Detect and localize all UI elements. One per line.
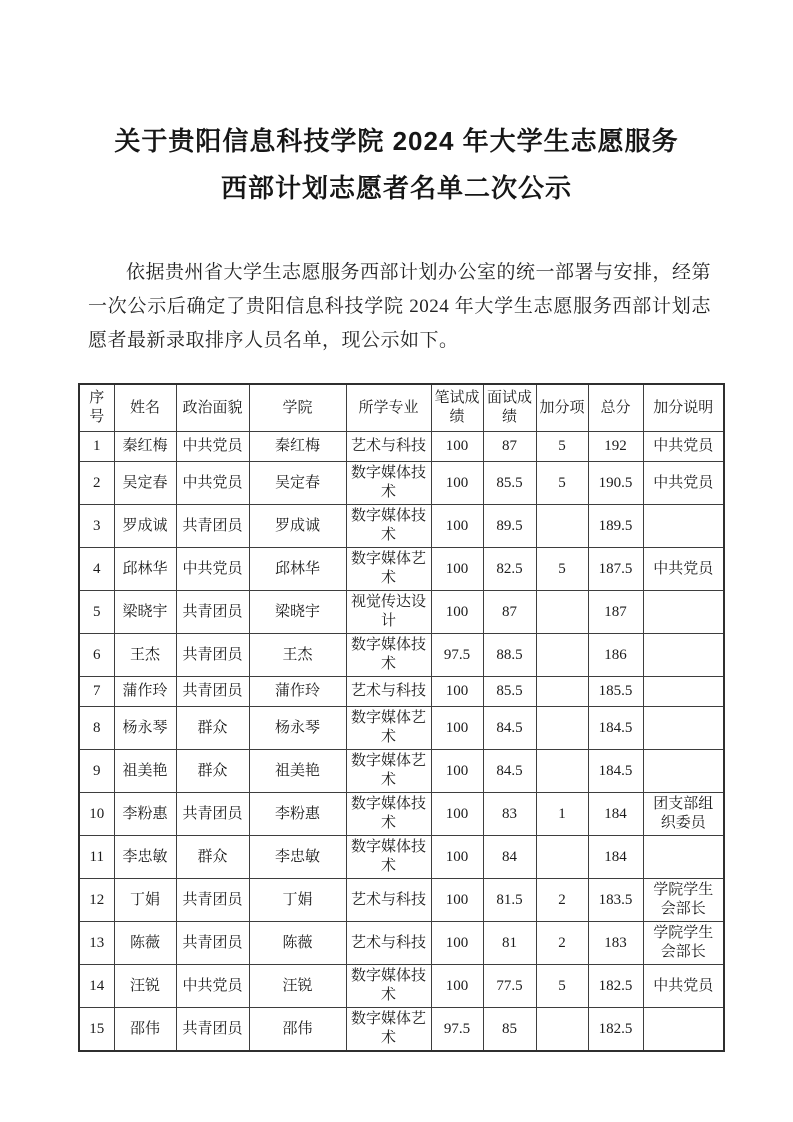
- cell-bonus-points: 5: [536, 965, 588, 1008]
- cell-political-status: 共青团员: [176, 634, 249, 677]
- cell-name: 丁娟: [114, 879, 176, 922]
- cell-index: 2: [79, 462, 114, 505]
- cell-total-score: 190.5: [588, 462, 643, 505]
- cell-bonus-note: 中共党员: [643, 548, 724, 591]
- cell-total-score: 187.5: [588, 548, 643, 591]
- cell-interview-score: 83: [483, 793, 536, 836]
- cell-total-score: 187: [588, 591, 643, 634]
- cell-total-score: 186: [588, 634, 643, 677]
- cell-interview-score: 88.5: [483, 634, 536, 677]
- cell-written-score: 100: [431, 677, 483, 707]
- cell-written-score: 100: [431, 879, 483, 922]
- cell-index: 4: [79, 548, 114, 591]
- cell-written-score: 100: [431, 591, 483, 634]
- cell-name: 王杰: [114, 634, 176, 677]
- cell-college: 陈薇: [249, 922, 346, 965]
- col-header-college: 学院: [249, 384, 346, 432]
- col-header-name: 姓名: [114, 384, 176, 432]
- cell-major: 艺术与科技: [346, 922, 431, 965]
- cell-political-status: 中共党员: [176, 462, 249, 505]
- cell-bonus-points: 5: [536, 548, 588, 591]
- title-line-1: 关于贵阳信息科技学院 2024 年大学生志愿服务: [114, 126, 679, 156]
- cell-bonus-note: [643, 1008, 724, 1052]
- cell-bonus-points: [536, 591, 588, 634]
- cell-written-score: 100: [431, 432, 483, 462]
- cell-college: 梁晓宇: [249, 591, 346, 634]
- cell-bonus-points: 2: [536, 879, 588, 922]
- cell-total-score: 184: [588, 836, 643, 879]
- table-row: [79, 793, 724, 836]
- cell-index: 6: [79, 634, 114, 677]
- cell-total-score: 185.5: [588, 677, 643, 707]
- cell-bonus-points: [536, 1008, 588, 1052]
- cell-major: 艺术与科技: [346, 879, 431, 922]
- cell-bonus-points: [536, 677, 588, 707]
- table-row: [79, 677, 724, 707]
- cell-index: 15: [79, 1008, 114, 1052]
- cell-interview-score: 84.5: [483, 707, 536, 750]
- cell-bonus-note: [643, 505, 724, 548]
- title-line-2: 西部计划志愿者名单二次公示: [220, 173, 572, 203]
- cell-major: 数字媒体技术: [346, 836, 431, 879]
- cell-name: 李粉惠: [114, 793, 176, 836]
- intro-paragraph: 依据贵州省大学生志愿服务西部计划办公室的统一部署与安排，经第一次公示后确定了贵阳信息科技学院 2024 年大学生志愿服务西部计划志愿者最新录取排序人员名单，现公示如下。: [88, 262, 712, 351]
- cell-total-score: 183: [588, 922, 643, 965]
- cell-major: 艺术与科技: [346, 432, 431, 462]
- cell-written-score: 100: [431, 548, 483, 591]
- cell-bonus-points: [536, 707, 588, 750]
- cell-major: 数字媒体艺术: [346, 548, 431, 591]
- cell-political-status: 中共党员: [176, 965, 249, 1008]
- cell-interview-score: 85: [483, 1008, 536, 1052]
- cell-interview-score: 82.5: [483, 548, 536, 591]
- cell-bonus-note: [643, 836, 724, 879]
- cell-major: 数字媒体技术: [346, 793, 431, 836]
- cell-index: 1: [79, 432, 114, 462]
- cell-bonus-points: 5: [536, 462, 588, 505]
- cell-college: 杨永琴: [249, 707, 346, 750]
- cell-bonus-note: 团支部组织委员: [643, 793, 724, 836]
- cell-political-status: 群众: [176, 707, 249, 750]
- cell-interview-score: 85.5: [483, 677, 536, 707]
- cell-college: 汪锐: [249, 965, 346, 1008]
- cell-total-score: 189.5: [588, 505, 643, 548]
- col-header-political-status: 政治面貌: [176, 384, 249, 432]
- volunteer-roster-table: [78, 383, 725, 1052]
- cell-college: 祖美艳: [249, 750, 346, 793]
- cell-college: 吴定春: [249, 462, 346, 505]
- cell-total-score: 184: [588, 793, 643, 836]
- col-header-major: 所学专业: [346, 384, 431, 432]
- cell-bonus-points: [536, 750, 588, 793]
- cell-written-score: 100: [431, 505, 483, 548]
- cell-college: 李忠敏: [249, 836, 346, 879]
- col-header-bonus-points: 加分项: [536, 384, 588, 432]
- cell-name: 杨永琴: [114, 707, 176, 750]
- cell-major: 数字媒体艺术: [346, 707, 431, 750]
- cell-major: 数字媒体技术: [346, 462, 431, 505]
- cell-name: 祖美艳: [114, 750, 176, 793]
- cell-bonus-points: 1: [536, 793, 588, 836]
- table-row: [79, 548, 724, 591]
- cell-political-status: 共青团员: [176, 677, 249, 707]
- cell-index: 11: [79, 836, 114, 879]
- cell-interview-score: 87: [483, 591, 536, 634]
- cell-interview-score: 81: [483, 922, 536, 965]
- cell-total-score: 183.5: [588, 879, 643, 922]
- cell-bonus-points: [536, 836, 588, 879]
- cell-bonus-note: 中共党员: [643, 965, 724, 1008]
- cell-written-score: 97.5: [431, 1008, 483, 1052]
- cell-written-score: 100: [431, 965, 483, 1008]
- cell-name: 蒲作玲: [114, 677, 176, 707]
- cell-index: 5: [79, 591, 114, 634]
- cell-college: 丁娟: [249, 879, 346, 922]
- table-row: [79, 965, 724, 1008]
- cell-index: 8: [79, 707, 114, 750]
- cell-major: 数字媒体技术: [346, 634, 431, 677]
- cell-interview-score: 84.5: [483, 750, 536, 793]
- cell-major: 数字媒体技术: [346, 505, 431, 548]
- table-row: [79, 750, 724, 793]
- cell-bonus-note: [643, 634, 724, 677]
- table-row: [79, 707, 724, 750]
- cell-index: 7: [79, 677, 114, 707]
- cell-interview-score: 77.5: [483, 965, 536, 1008]
- cell-bonus-note: [643, 750, 724, 793]
- cell-total-score: 182.5: [588, 965, 643, 1008]
- cell-name: 吴定春: [114, 462, 176, 505]
- col-header-interview-score: 面试成绩: [483, 384, 536, 432]
- col-header-index: 序号: [79, 384, 114, 432]
- table-row: [79, 432, 724, 462]
- cell-written-score: 100: [431, 750, 483, 793]
- cell-political-status: 共青团员: [176, 591, 249, 634]
- cell-major: 艺术与科技: [346, 677, 431, 707]
- cell-political-status: 共青团员: [176, 922, 249, 965]
- cell-total-score: 192: [588, 432, 643, 462]
- table-row: [79, 591, 724, 634]
- cell-bonus-note: [643, 677, 724, 707]
- cell-interview-score: 89.5: [483, 505, 536, 548]
- cell-major: 数字媒体艺术: [346, 1008, 431, 1052]
- cell-political-status: 共青团员: [176, 1008, 249, 1052]
- col-header-total-score: 总分: [588, 384, 643, 432]
- cell-interview-score: 85.5: [483, 462, 536, 505]
- cell-interview-score: 87: [483, 432, 536, 462]
- cell-index: 13: [79, 922, 114, 965]
- cell-total-score: 184.5: [588, 707, 643, 750]
- table-row: [79, 462, 724, 505]
- cell-index: 10: [79, 793, 114, 836]
- cell-college: 秦红梅: [249, 432, 346, 462]
- table-row: [79, 505, 724, 548]
- table-header-row: [79, 384, 724, 432]
- cell-political-status: 共青团员: [176, 505, 249, 548]
- cell-name: 汪锐: [114, 965, 176, 1008]
- cell-bonus-points: 5: [536, 432, 588, 462]
- cell-written-score: 100: [431, 836, 483, 879]
- table-row: [79, 1008, 724, 1052]
- table-row: [79, 634, 724, 677]
- cell-bonus-points: [536, 634, 588, 677]
- cell-index: 9: [79, 750, 114, 793]
- cell-political-status: 中共党员: [176, 432, 249, 462]
- cell-college: 罗成诚: [249, 505, 346, 548]
- cell-name: 罗成诚: [114, 505, 176, 548]
- cell-political-status: 群众: [176, 836, 249, 879]
- cell-name: 梁晓宇: [114, 591, 176, 634]
- cell-bonus-note: 中共党员: [643, 432, 724, 462]
- cell-index: 12: [79, 879, 114, 922]
- cell-college: 王杰: [249, 634, 346, 677]
- cell-political-status: 中共党员: [176, 548, 249, 591]
- cell-bonus-points: 2: [536, 922, 588, 965]
- table-row: [79, 922, 724, 965]
- cell-major: 数字媒体技术: [346, 965, 431, 1008]
- cell-name: 邱林华: [114, 548, 176, 591]
- cell-political-status: 共青团员: [176, 793, 249, 836]
- cell-written-score: 100: [431, 707, 483, 750]
- cell-interview-score: 81.5: [483, 879, 536, 922]
- cell-bonus-note: [643, 591, 724, 634]
- cell-written-score: 100: [431, 462, 483, 505]
- cell-written-score: 100: [431, 793, 483, 836]
- cell-college: 邵伟: [249, 1008, 346, 1052]
- cell-bonus-points: [536, 505, 588, 548]
- table-row: [79, 879, 724, 922]
- cell-bonus-note: 学院学生会部长: [643, 879, 724, 922]
- cell-written-score: 97.5: [431, 634, 483, 677]
- cell-total-score: 182.5: [588, 1008, 643, 1052]
- cell-political-status: 群众: [176, 750, 249, 793]
- cell-bonus-note: 学院学生会部长: [643, 922, 724, 965]
- cell-name: 陈薇: [114, 922, 176, 965]
- cell-index: 3: [79, 505, 114, 548]
- document-title: [0, 118, 793, 212]
- cell-written-score: 100: [431, 922, 483, 965]
- cell-college: 李粉惠: [249, 793, 346, 836]
- cell-bonus-note: [643, 707, 724, 750]
- cell-college: 蒲作玲: [249, 677, 346, 707]
- col-header-bonus-note: 加分说明: [643, 384, 724, 432]
- cell-name: 秦红梅: [114, 432, 176, 462]
- cell-name: 邵伟: [114, 1008, 176, 1052]
- cell-total-score: 184.5: [588, 750, 643, 793]
- cell-college: 邱林华: [249, 548, 346, 591]
- cell-bonus-note: 中共党员: [643, 462, 724, 505]
- cell-major: 数字媒体艺术: [346, 750, 431, 793]
- col-header-written-score: 笔试成绩: [431, 384, 483, 432]
- cell-major: 视觉传达设计: [346, 591, 431, 634]
- cell-name: 李忠敏: [114, 836, 176, 879]
- table-row: [79, 836, 724, 879]
- cell-political-status: 共青团员: [176, 879, 249, 922]
- cell-index: 14: [79, 965, 114, 1008]
- cell-interview-score: 84: [483, 836, 536, 879]
